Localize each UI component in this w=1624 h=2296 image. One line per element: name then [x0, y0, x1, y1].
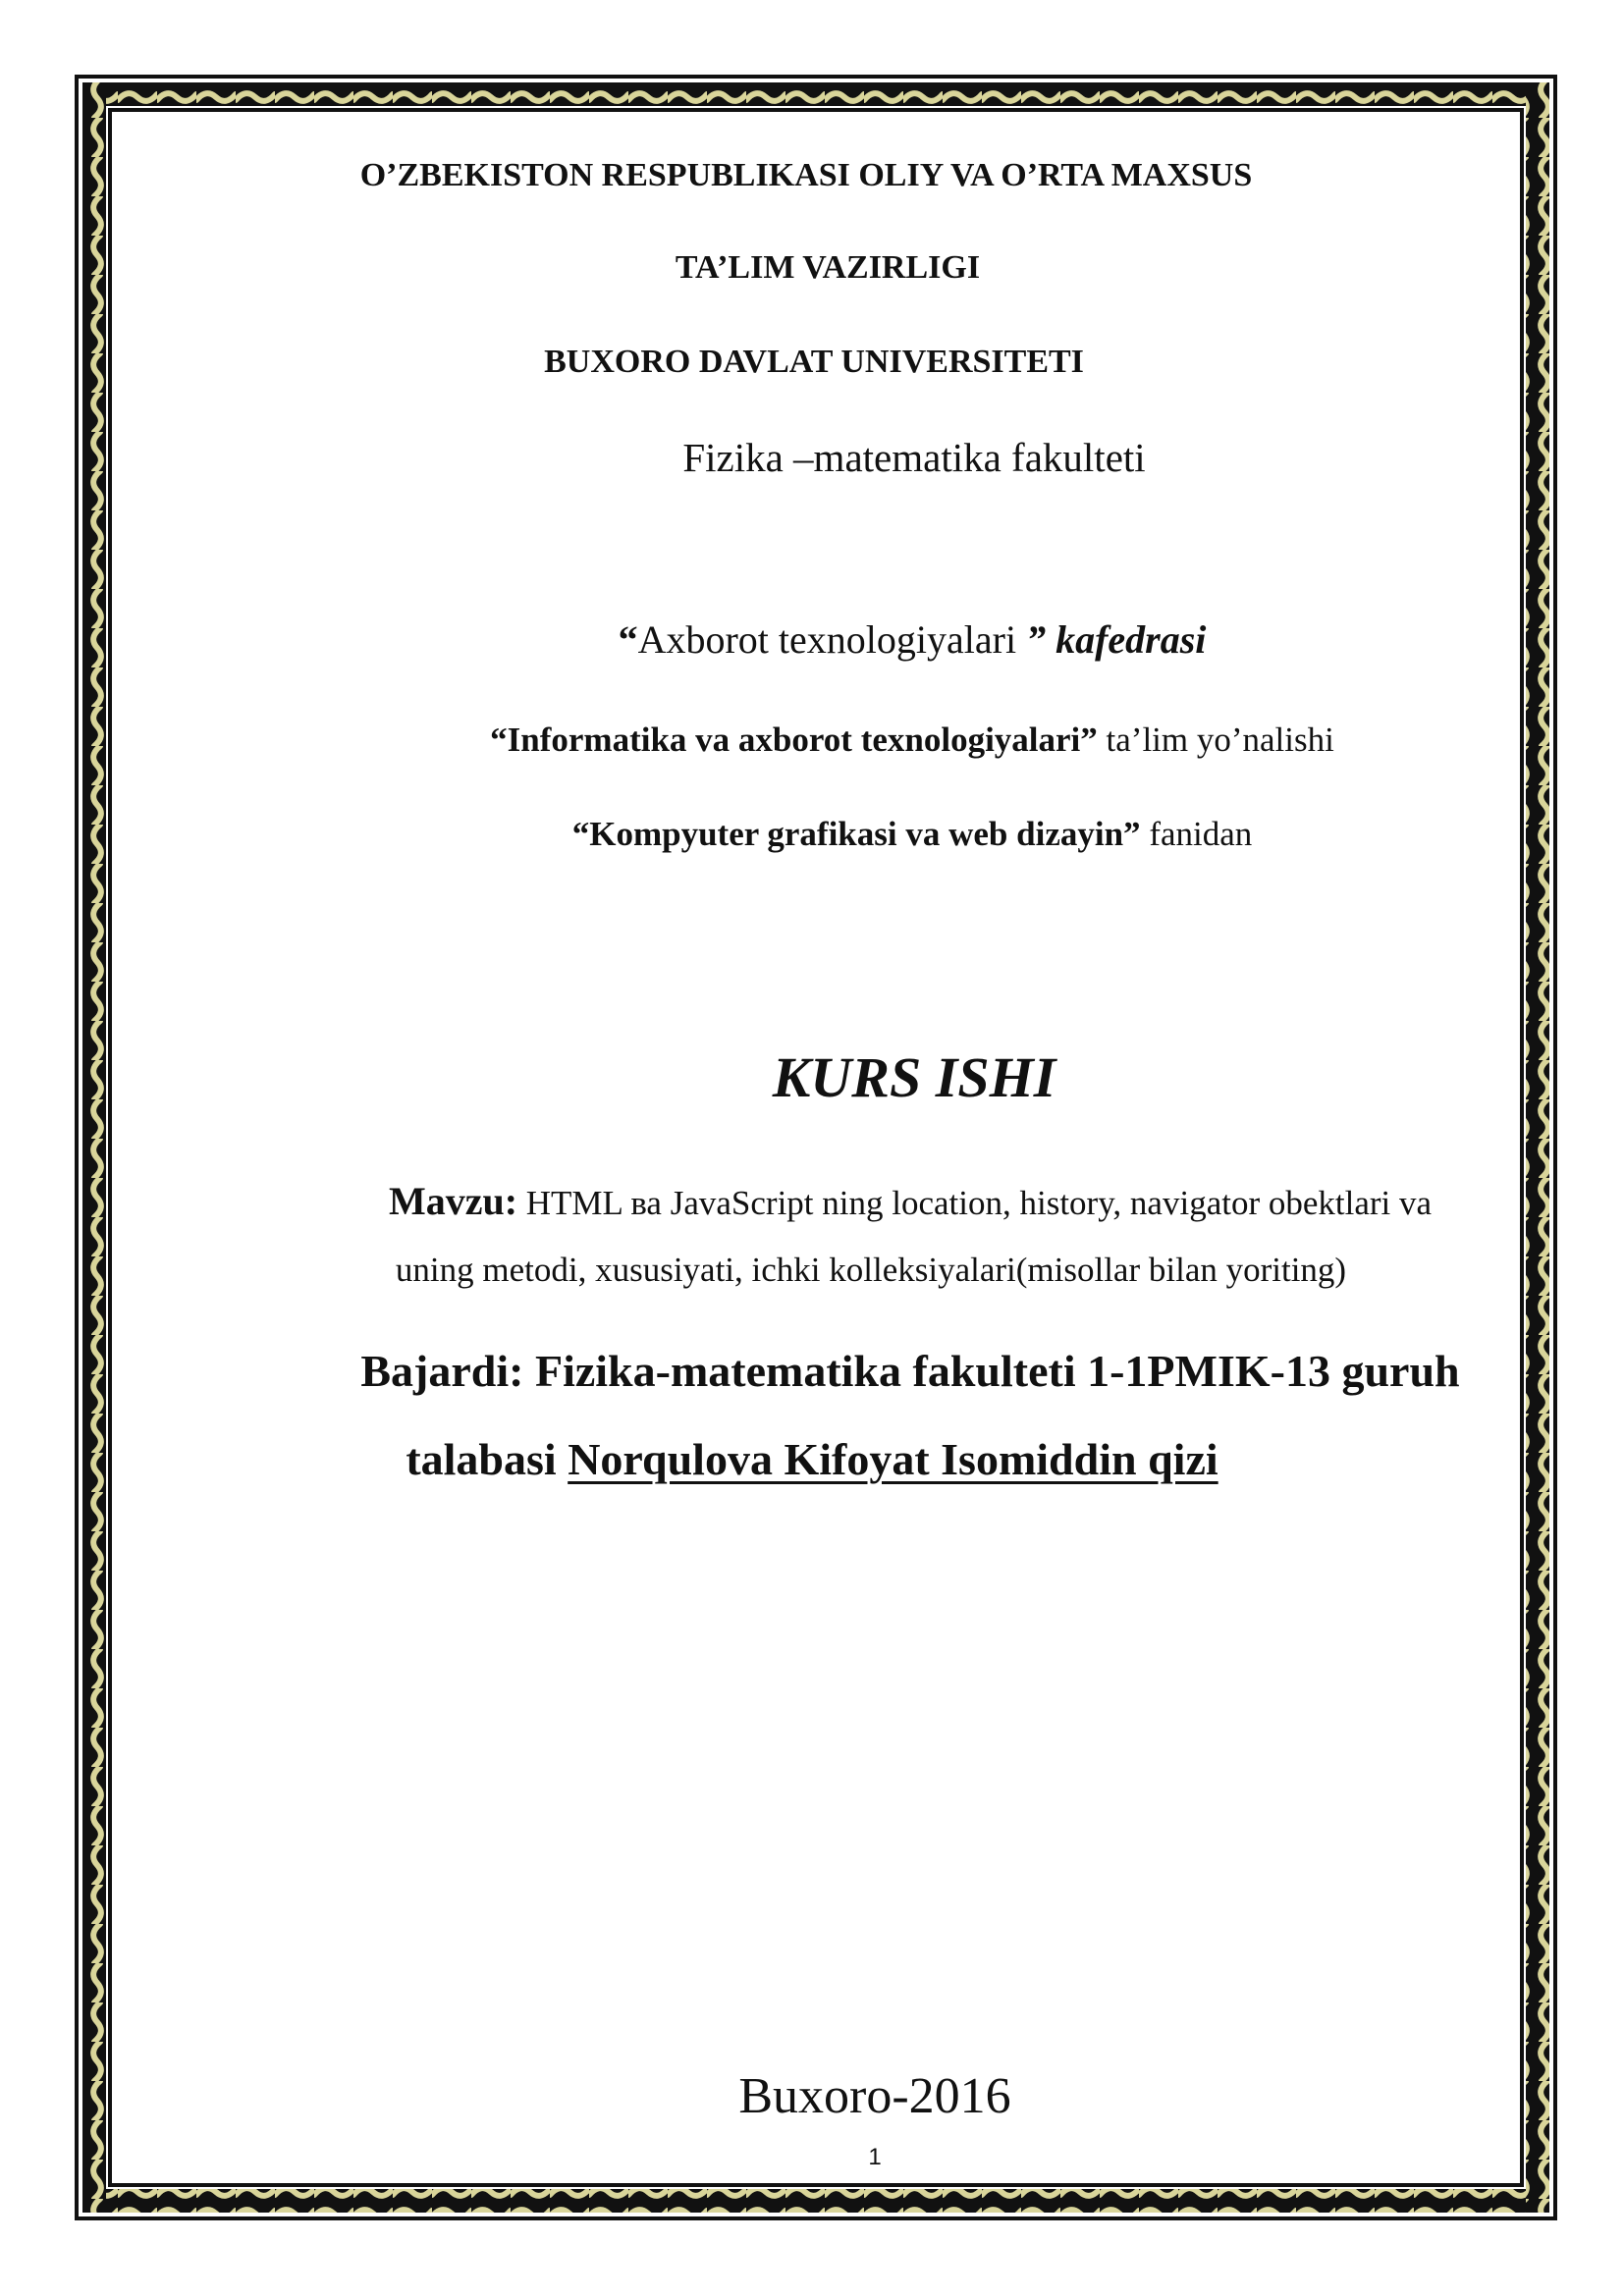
direction-line: [100, 721, 1624, 760]
department-line: [100, 616, 1624, 663]
faculty-name: Fizika –matematika fakulteti: [682, 435, 1146, 480]
department-close-quote: ”: [1026, 617, 1047, 662]
document-title: KURS ISHI: [772, 1045, 1056, 1109]
author-line-2: [0, 1433, 1624, 1485]
subject-name: “Kompyuter grafikasi va web dizayin”: [571, 815, 1141, 853]
direction-suffix: ta’lim yo’nalishi: [1097, 721, 1334, 759]
author-line-1: Bajardi: Fizika-matematika fakulteti 1-1PMIK-13 guruh: [360, 1346, 1460, 1396]
author-prefix: talabasi: [406, 1434, 568, 1484]
ministry-line-1: O’ZBEKISTON RESPUBLIKASI OLIY VA O’RTA MAXSUS: [359, 157, 1253, 193]
topic-line-1: [98, 1178, 1624, 1224]
city-year: Buxoro-2016: [738, 2068, 1011, 2124]
subject-suffix: fanidan: [1140, 815, 1253, 853]
subject-line: [100, 815, 1624, 854]
author-name: Norqulova Kifoyat Isomiddin qizi: [568, 1434, 1218, 1484]
department-name: Axborot texnologiyalari: [637, 617, 1027, 662]
topic-text-1: HTML ва JavaScript ning location, history, navigator obektlari va: [517, 1184, 1433, 1222]
department-open-quote: “: [618, 617, 638, 662]
topic-line-2: uning metodi, xususiyati, ichki kolleksiyalari(misollar bilan yoriting): [395, 1251, 1347, 1289]
topic-label: Mavzu:: [388, 1179, 518, 1223]
ministry-line-2: TA’LIM VAZIRLIGI: [675, 249, 981, 286]
department-suffix: kafedrasi: [1046, 617, 1207, 662]
university-name: BUXORO DAVLAT UNIVERSITETI: [544, 344, 1084, 380]
page-number: 1: [868, 2144, 882, 2170]
direction-name: “Informatika va axborot texnologiyalari”: [490, 721, 1098, 759]
